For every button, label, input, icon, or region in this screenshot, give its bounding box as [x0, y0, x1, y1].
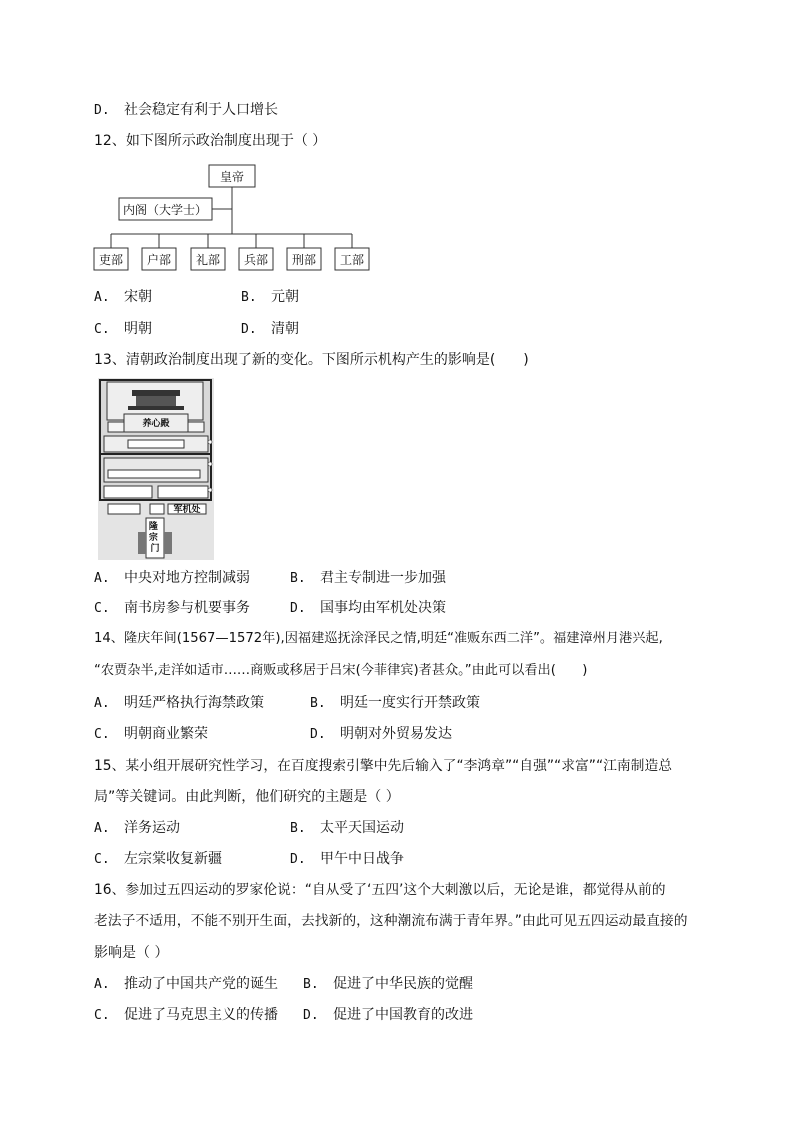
option-label: D.	[303, 1008, 319, 1023]
q15-option-d[interactable]	[290, 849, 404, 870]
option-text: 明朝对外贸易发达	[340, 726, 452, 742]
option-label: B.	[310, 696, 326, 711]
gate-label-line3: 门	[150, 544, 160, 554]
option-text: 洋务运动	[124, 820, 180, 836]
q12-option-b[interactable]	[241, 287, 299, 308]
option-text: 推动了中国共产党的诞生	[124, 976, 278, 992]
dept-box-4: 兵部	[243, 253, 269, 267]
option-label: A.	[94, 977, 110, 992]
option-text: 明朝	[124, 321, 152, 337]
option-text: 国事均由军机处决策	[320, 600, 446, 616]
option-label: C.	[94, 322, 110, 337]
dept-box-6: 工部	[339, 253, 365, 267]
option-text: 促进了中华民族的觉醒	[333, 976, 473, 992]
q16-option-d[interactable]	[303, 1005, 473, 1026]
q12-option-c[interactable]	[94, 319, 152, 340]
q13-option-a[interactable]	[94, 568, 250, 589]
dept-box-2: 户部	[146, 253, 172, 267]
q15-option-a[interactable]	[94, 818, 180, 839]
option-label: D.	[94, 103, 110, 118]
dept-box-5: 刑部	[291, 253, 317, 267]
q13-option-b[interactable]	[290, 568, 446, 589]
option-label: A.	[94, 571, 110, 586]
q15-option-c[interactable]	[94, 849, 222, 870]
option-label: C.	[94, 601, 110, 616]
option-text: 中央对地方控制减弱	[124, 570, 250, 586]
q14-option-c[interactable]	[94, 724, 208, 745]
q13-stem: 13、清朝政治制度出现了新的变化。下图所示机构产生的影响是( )	[94, 352, 529, 368]
q14-stem-line1: 14、隆庆年间(1567—1572年),因福建巡抚涂泽民之情,明廷“准贩东西二洋”。福建漳州月港兴起,	[94, 631, 663, 646]
q16-option-a[interactable]	[94, 974, 278, 995]
q12-option-a[interactable]	[94, 287, 152, 308]
option-text: 宋朝	[124, 289, 152, 305]
q12-stem: 12、如下图所示政治制度出现于（ ）	[94, 133, 327, 149]
q13-option-d[interactable]	[290, 598, 446, 619]
option-label: C.	[94, 727, 110, 742]
q16-stem-line1: 16、参加过五四运动的罗家伦说：“自从受了‘五四’这个大刺激以后，无论是谁，都觉得从前的	[94, 882, 666, 898]
gate-label-line2: 宗	[148, 533, 158, 543]
office-label: 军机处	[173, 505, 201, 515]
option-text: 促进了马克思主义的传播	[124, 1007, 278, 1023]
option-text: 促进了中国教育的改进	[333, 1007, 473, 1023]
emperor-box: 皇帝	[219, 170, 245, 184]
option-text: 清朝	[271, 321, 299, 337]
option-text: 君主专制进一步加强	[320, 570, 446, 586]
q12-option-d[interactable]	[241, 319, 299, 340]
hall-label: 养心殿	[142, 419, 170, 429]
gate-label	[149, 520, 161, 554]
option-text: 太平天国运动	[320, 820, 404, 836]
option-text: 明朝商业繁荣	[124, 726, 208, 742]
q14-option-a[interactable]	[94, 693, 264, 714]
option-label: D.	[290, 852, 306, 867]
cabinet-box: 内阁（大学士）	[122, 203, 208, 217]
option-text: 元朝	[271, 289, 299, 305]
q16-stem-line3: 影响是（ ）	[94, 945, 169, 961]
dept-box-3: 礼部	[195, 253, 221, 267]
option-label: D.	[290, 601, 306, 616]
option-label: A.	[94, 290, 110, 305]
q15-stem-line2: 局”等关键词。由此判断，他们研究的主题是（ ）	[94, 789, 400, 805]
q13-option-c[interactable]	[94, 598, 250, 619]
option-label: B.	[241, 290, 257, 305]
option-text: 明廷严格执行海禁政策	[124, 695, 264, 711]
q12-government-diagram	[92, 160, 377, 274]
dept-box-1: 吏部	[98, 253, 124, 267]
option-text: 南书房参与机要事务	[124, 600, 250, 616]
option-label: C.	[94, 1008, 110, 1023]
option-label: C.	[94, 852, 110, 867]
option-text: 社会稳定有利于人口增长	[124, 102, 278, 118]
option-label: D.	[241, 322, 257, 337]
option-label: A.	[94, 821, 110, 836]
q16-option-c[interactable]	[94, 1005, 278, 1026]
option-label: D.	[310, 727, 326, 742]
q14-stem-line2: “农贾杂半,走洋如适市……商贩或移居于吕宋(今菲律宾)者甚众。”由此可以看出( )	[94, 663, 588, 678]
gate-label-line1: 隆	[148, 522, 158, 532]
q14-option-b[interactable]	[310, 693, 480, 714]
option-label: B.	[290, 821, 306, 836]
option-text: 甲午中日战争	[320, 851, 404, 867]
option-label: B.	[290, 571, 306, 586]
option-text: 左宗棠收复新疆	[124, 851, 222, 867]
q11-option-d	[94, 100, 278, 121]
q14-option-d[interactable]	[310, 724, 452, 745]
q13-palace-map	[98, 378, 214, 560]
q16-stem-line2: 老法子不适用，不能不别开生面，去找新的，这种潮流布满于青年界。”由此可见五四运动最直接的	[94, 913, 688, 929]
q15-stem-line1: 15、某小组开展研究性学习，在百度搜索引擎中先后输入了“李鸿章”“自强”“求富”“江南制造总	[94, 758, 673, 774]
q16-option-b[interactable]	[303, 974, 473, 995]
option-label: A.	[94, 696, 110, 711]
option-text: 明廷一度实行开禁政策	[340, 695, 480, 711]
option-label: B.	[303, 977, 319, 992]
q15-option-b[interactable]	[290, 818, 404, 839]
